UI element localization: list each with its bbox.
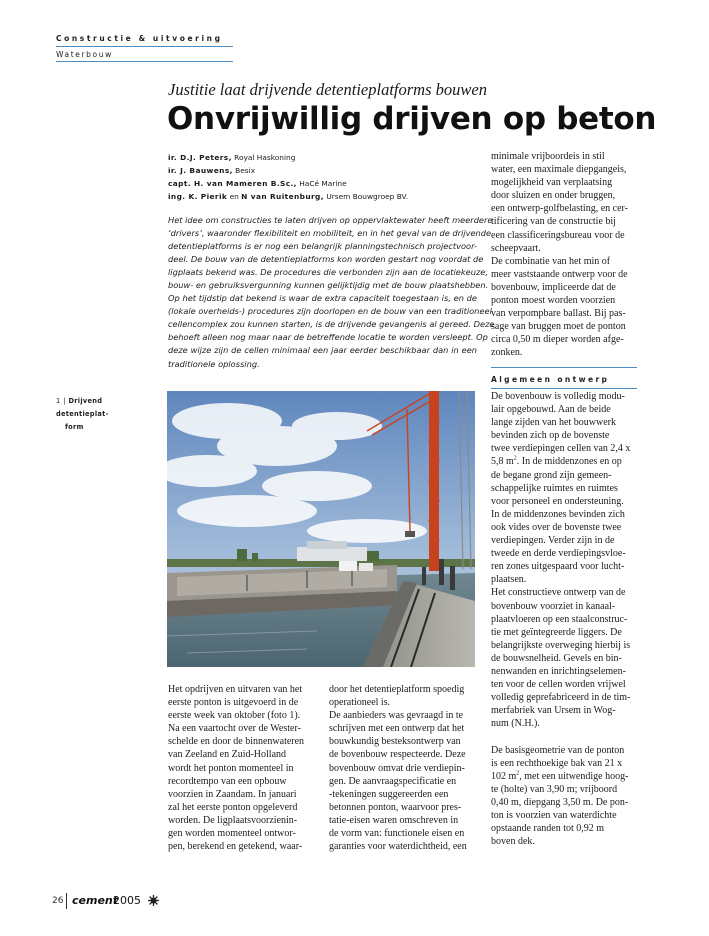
text-line: is een rechthoekige bak van 21 x bbox=[491, 757, 623, 769]
text-line: detentieplatforms is er nog een belangrijk planningstechnisch projectvoor- bbox=[168, 241, 477, 252]
text-line: opstaande randen tot 0,92 m bbox=[491, 823, 605, 835]
author-affiliation: Royal Haskoning bbox=[231, 153, 296, 162]
author-conjunction: en bbox=[227, 192, 242, 201]
text-line: meer vaststaande ontwerp voor de bbox=[491, 268, 628, 280]
text-line: Na een vaartocht over de Wester- bbox=[168, 723, 301, 735]
text-line: De aanbieders was gevraagd in te bbox=[329, 710, 464, 722]
text-column-1 bbox=[168, 683, 310, 853]
text-line: scheepvaart. bbox=[491, 242, 541, 254]
text-line: lange zijden van het bouwwerk bbox=[491, 417, 616, 429]
text-line: deze wijze zijn de cellen minimaal een jaar eerder beschikbaar dan in een bbox=[168, 345, 477, 356]
text-line: water, een maximale diepgangeis, bbox=[491, 164, 627, 176]
text-line: tie met geïntegreerde liggers. De bbox=[491, 626, 622, 638]
author-name: ing. K. Pierik bbox=[168, 192, 228, 201]
text-line: schappelijke ruimtes en ruimtes bbox=[491, 482, 618, 494]
text-line: betonnen ponton, waarvoor pres- bbox=[329, 801, 462, 813]
text-line: garanties voor waterdichtheid, een bbox=[329, 841, 467, 853]
text-line: ten voor de cellen worden vrijwel bbox=[491, 679, 626, 691]
text-fragment: . In de middenzones en op bbox=[516, 456, 622, 468]
caption-text: Drijvend detentieplat- bbox=[56, 397, 109, 418]
article-intro bbox=[168, 214, 495, 371]
text-line bbox=[491, 770, 639, 783]
text-line: ook vides over de bovenste twee bbox=[491, 521, 622, 533]
text-line: ponton moest worden voorzien bbox=[491, 295, 616, 307]
subhead-rule-bottom bbox=[491, 388, 637, 389]
page-number: 26 bbox=[52, 896, 64, 906]
text-line: -tekeningen suggereerden een bbox=[329, 788, 449, 800]
author-affiliation: HaCé Marine bbox=[296, 179, 347, 188]
author-line bbox=[168, 164, 478, 177]
text-line: plaatvloeren op een staalconstruc- bbox=[491, 613, 628, 625]
text-line: een ontwerp-golfbelasting, en cer- bbox=[491, 203, 628, 215]
text-line: Het idee om constructies te laten drijven op oppervlaktewater heeft meerdere bbox=[168, 215, 493, 225]
section-kicker: Constructie & uitvoering bbox=[56, 34, 223, 43]
author-name: capt. H. van Mameren B.Sc., bbox=[168, 179, 297, 188]
text-line: bevinden zich op de bovenste bbox=[491, 430, 610, 442]
text-line: twee verdiepingen cellen van 2,4 x bbox=[491, 443, 631, 455]
author-affiliation: Besix bbox=[232, 166, 256, 175]
text-line: Op het tijdstip dat bekend is waar de extra capaciteit toegestaan is, en de bbox=[168, 293, 477, 304]
text-line: de begane grond zijn gemeen- bbox=[491, 469, 612, 481]
caption-separator: | bbox=[63, 397, 66, 405]
superscript: 2 bbox=[516, 770, 520, 777]
magazine-name: cement bbox=[72, 894, 118, 907]
author-list bbox=[168, 151, 478, 203]
text-line: Het constructieve ontwerp van de bbox=[491, 587, 626, 599]
text-line: sage van bruggen moet de ponton bbox=[491, 321, 626, 333]
text-line bbox=[491, 730, 639, 743]
author-affiliation: Ursem Bouwgroep BV. bbox=[323, 192, 409, 201]
text-line: deel. De bouw van de detentieplatforms kon worden gestart nog voordat de bbox=[168, 254, 484, 265]
text-line: zonken. bbox=[491, 347, 523, 359]
text-line: Het opdrijven en uitvaren van het bbox=[168, 684, 303, 695]
text-line: operationeel is. bbox=[329, 697, 391, 709]
text-line: ‘drivers’, waaronder flexibiliteit en mobiliteit, en in het geval van de drijvende bbox=[168, 228, 492, 239]
text-line: van Zeeland en Zuid-Holland bbox=[168, 749, 287, 761]
text-line: ligplaats bekend was. De procedures die verbonden zijn aan de locatiekeuze, bbox=[168, 267, 488, 278]
cement-logo-icon bbox=[148, 895, 159, 906]
text-column-3-bottom bbox=[491, 390, 639, 848]
subhead-rule-top bbox=[491, 367, 637, 368]
section-rule-bottom bbox=[56, 61, 233, 62]
text-line: belangrijkste overweging hierbij is bbox=[491, 639, 631, 651]
text-column-3-top bbox=[491, 150, 639, 360]
text-line: plaatsen. bbox=[491, 574, 527, 586]
text-line: volledig geprefabriceerd in de tim- bbox=[491, 692, 631, 704]
text-line: merfabriek van Ursem in Wog- bbox=[491, 705, 616, 717]
text-line: voor personeel en ondersteuning. bbox=[491, 495, 624, 507]
caption-text-cont: form bbox=[65, 423, 84, 431]
text-line: pen, berekend en getekend, waar- bbox=[168, 841, 303, 853]
text-line: tificering van de constructie bij bbox=[491, 216, 616, 228]
text-line: van verpompbare ballast. Bij pas- bbox=[491, 308, 626, 320]
text-line: boven dek. bbox=[491, 836, 535, 848]
text-line: voorzien in Zaandam. In januari bbox=[168, 788, 297, 800]
text-line: traditionele oplossing. bbox=[168, 358, 260, 369]
text-column-2 bbox=[329, 683, 474, 853]
text-line: In de middenzones bevinden zich bbox=[491, 508, 625, 520]
text-line: ton is voorzien van waterdichte bbox=[491, 810, 617, 821]
caption-number: 1 bbox=[56, 397, 61, 405]
text-line: (lokale overheids-) procedures zijn doorlopen en de bouw van een traditioneel bbox=[168, 306, 492, 317]
text-line: wordt het ponton momenteel in bbox=[168, 762, 294, 774]
text-line: bovenbouw voorziet in kanaal- bbox=[491, 600, 616, 612]
footer-divider bbox=[66, 893, 67, 909]
text-line: te (holte) van 3,90 m; vrijboord bbox=[491, 783, 618, 795]
text-line: door het detentieplatform spoedig bbox=[329, 684, 465, 695]
text-line: ren zones uitgespaard voor lucht- bbox=[491, 561, 625, 573]
photo-floating-detention-platform bbox=[167, 391, 475, 667]
text-line: behoeft alleen nog maar naar de betreffende locatie te worden versleept. Op bbox=[168, 332, 488, 343]
article-kop: Justitie laat drijvende detentieplatforms bouwen bbox=[168, 80, 487, 99]
text-line: verdiepingen. Verder zijn in de bbox=[491, 535, 615, 547]
text-line: De bovenbouw is volledig modu- bbox=[491, 391, 625, 402]
text-line: lair opgebouwd. Aan de beide bbox=[491, 404, 611, 416]
section-rule-top bbox=[56, 46, 233, 47]
photo-illustration bbox=[167, 391, 475, 667]
text-line: gen. De aanvraagspecificatie en bbox=[329, 775, 457, 787]
author-line bbox=[168, 151, 478, 164]
text-line: mogelijkheid van verplaatsing bbox=[491, 177, 613, 189]
text-line: cellencomplex zou kunnen starten, is de drijvende gevangenis al gereed. Deze bbox=[168, 319, 495, 330]
text-line: 0,40 m, diepgang 3,50 m. De pon- bbox=[491, 796, 629, 808]
text-line: eerste ponton is uitgevoerd in de bbox=[168, 697, 299, 709]
text-line: de bovenbouw respecteerde. Deze bbox=[329, 749, 466, 761]
text-line: minimale vrijboordeis in stil bbox=[491, 151, 605, 162]
author-line bbox=[168, 190, 478, 203]
text-line: De basisgeometrie van de ponton bbox=[491, 744, 625, 756]
author-name: ir. J. Bauwens, bbox=[168, 166, 233, 175]
text-line: een classificeringsbureau voor de bbox=[491, 229, 625, 241]
photo-caption bbox=[56, 395, 156, 434]
text-line: gen worden momenteel ontwor- bbox=[168, 828, 296, 840]
text-line: bovenbouw, impliceerde dat de bbox=[491, 281, 616, 293]
superscript: 2 bbox=[513, 456, 517, 463]
author-name: N van Ruitenburg, bbox=[241, 192, 324, 201]
text-line: de bouwsnelheid. Gevels en bin- bbox=[491, 652, 622, 664]
article-title: Onvrijwillig drijven op beton bbox=[167, 101, 657, 137]
subhead-algemeen-ontwerp: Algemeen ontwerp bbox=[491, 375, 610, 384]
text-line: eerste week van oktober (foto 1). bbox=[168, 710, 301, 722]
text-line: recordtempo van een opbouw bbox=[168, 775, 287, 787]
text-line: schelde en door de binnenwateren bbox=[168, 736, 305, 748]
text-line: schrijven met een ontwerp dat het bbox=[329, 723, 465, 735]
text-line bbox=[491, 455, 639, 468]
text-line: De combinatie van het min of bbox=[491, 255, 611, 267]
text-line: de vorm van: functionele eisen en bbox=[329, 828, 465, 840]
text-fragment: 102 m bbox=[491, 770, 517, 782]
author-name: ir. D.J. Peters, bbox=[168, 153, 232, 162]
text-line: bouw- en gebruiksvergunning kunnen gelijktijdig met de bouw plaatshebben. bbox=[168, 280, 489, 291]
section-subsection: Waterbouw bbox=[56, 50, 113, 59]
text-line: nenwanden en inrichtingselemen- bbox=[491, 665, 626, 677]
text-fragment: 5,8 m bbox=[491, 456, 514, 468]
text-line: tweede en derde verdiepingsvloe- bbox=[491, 548, 626, 560]
text-line: num (N.H.). bbox=[491, 718, 540, 730]
text-line: tatie-eisen waren omschreven in bbox=[329, 814, 459, 826]
text-line: circa 0,50 m dieper worden afge- bbox=[491, 334, 624, 346]
text-line: zal het eerste ponton opgeleverd bbox=[168, 801, 298, 813]
text-line: bovenbouw omvat drie verdiepin- bbox=[329, 762, 465, 774]
magazine-year: 2005 bbox=[113, 894, 141, 907]
text-line: worden. De ligplaatsvoorzienin- bbox=[168, 814, 298, 826]
text-fragment: , met een uitwendige hoog- bbox=[519, 770, 629, 782]
text-line: bouwkundig besteksontwerp van bbox=[329, 736, 461, 748]
author-line bbox=[168, 177, 478, 190]
text-line: door sluizen en onder bruggen, bbox=[491, 190, 616, 202]
